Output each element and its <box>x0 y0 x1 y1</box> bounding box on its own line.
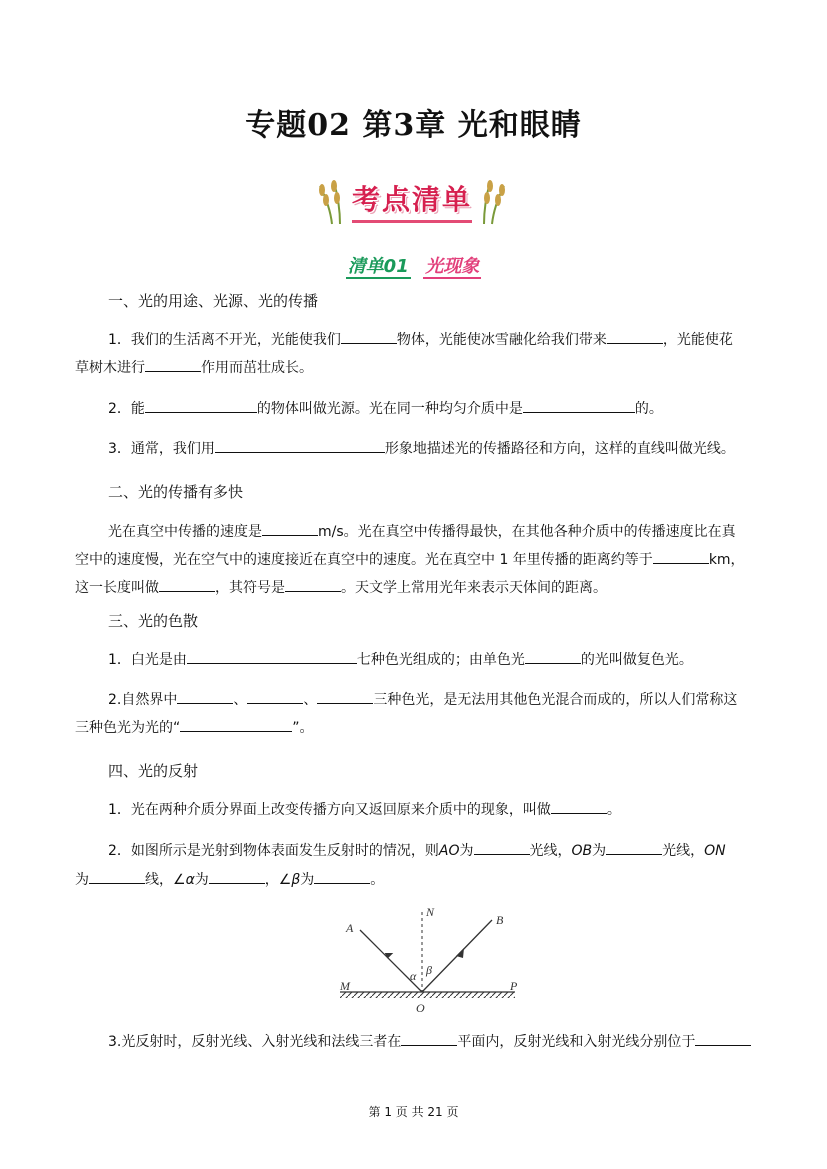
paragraph-2-1: 光在真空中传播的速度是 m/s。光在真空中传播得最快，在其他各种介质中的传播速度比在真 <box>108 518 736 546</box>
fill-blank[interactable] <box>89 869 145 884</box>
fill-blank[interactable] <box>314 869 370 884</box>
fill-blank[interactable] <box>177 689 233 704</box>
section-heading-1: 一、光的用途、光源、光的传播 <box>108 292 319 310</box>
fill-blank[interactable] <box>653 549 709 564</box>
label-M: M <box>340 979 350 993</box>
paragraph-4-2-cont: 为 线，∠α为 ，∠β为 。 <box>75 866 384 894</box>
label-beta: β <box>426 963 432 977</box>
fill-blank[interactable] <box>215 438 385 453</box>
paragraph-4-2: 2．如图所示是光射到物体表面发生反射时的情况，则AO为 光线，OB为 光线，ON <box>108 837 726 865</box>
paragraph-1-1-cont: 草树木进行 作用而茁壮成长。 <box>75 354 313 382</box>
fill-blank[interactable] <box>262 521 318 536</box>
mirror-hatching <box>340 992 515 998</box>
label-N: N <box>426 905 435 919</box>
paragraph-1-2: 2．能 的物体叫做光源。光在同一种均匀介质中是 的。 <box>108 395 663 423</box>
paragraph-4-3: 3.光反射时，反射光线、入射光线和法线三者在 平面内，反射光线和入射光线分别位于 <box>108 1028 751 1056</box>
banner-underline <box>352 220 472 223</box>
fill-blank[interactable] <box>695 1031 751 1046</box>
label-O: O <box>416 1001 425 1015</box>
reflection-diagram <box>330 900 530 1020</box>
paragraph-3-2: 2.自然界中 、 、 三种色光，是无法用其他色光混合而成的，所以人们常称这 <box>108 686 737 714</box>
banner-title: 考点清单 <box>351 183 472 216</box>
fill-blank[interactable] <box>401 1031 457 1046</box>
section-heading-3: 三、光的色散 <box>108 612 199 630</box>
fill-blank[interactable] <box>607 329 663 344</box>
fill-blank[interactable] <box>474 840 530 855</box>
subtitle-prefix: 清单01 <box>347 256 409 277</box>
paragraph-2-1-cont: 空中的速度慢，光在空气中的速度接近在真空中的速度。光在真空中 1 年里传播的距离约等于 km， <box>75 546 745 574</box>
fill-blank[interactable] <box>145 357 201 372</box>
key-points-banner <box>312 176 512 226</box>
fill-blank[interactable] <box>523 398 635 413</box>
section-subtitle <box>0 252 827 278</box>
label-B: B <box>496 913 504 927</box>
fill-blank[interactable] <box>525 649 581 664</box>
fill-blank[interactable] <box>285 577 341 592</box>
fill-blank[interactable] <box>187 649 357 664</box>
fill-blank[interactable] <box>159 577 215 592</box>
paragraph-3-1: 1．白光是由 七种色光组成的；由单色光 的光叫做复色光。 <box>108 646 693 674</box>
incident-arrow-icon <box>383 949 393 959</box>
fill-blank[interactable] <box>606 840 662 855</box>
label-A: A <box>346 921 354 935</box>
section-heading-4: 四、光的反射 <box>108 762 199 780</box>
paragraph-1-1: 1．我们的生活离不开光，光能使我们 物体，光能使冰雪融化给我们带来 ，光能使花 <box>108 326 733 354</box>
fill-blank[interactable] <box>209 869 265 884</box>
fill-blank[interactable] <box>341 329 397 344</box>
fill-blank[interactable] <box>551 799 607 814</box>
fill-blank[interactable] <box>247 689 303 704</box>
label-alpha: α <box>410 969 417 983</box>
page-footer: 第 1 页 共 21 页 <box>368 1105 459 1119</box>
paragraph-2-1-cont2: 这一长度叫做 ，其符号是 。天文学上常用光年来表示天体间的距离。 <box>75 574 607 602</box>
fill-blank[interactable] <box>145 398 257 413</box>
label-P: P <box>510 979 518 993</box>
fill-blank[interactable] <box>317 689 373 704</box>
paragraph-4-1: 1．光在两种介质分界面上改变传播方向又返回原来介质中的现象，叫做 。 <box>108 796 621 824</box>
paragraph-3-2-cont: 三种色光为光的“ ”。 <box>75 714 314 742</box>
page-title: 专题02 第3章 光和眼睛 <box>245 108 582 143</box>
fill-blank[interactable] <box>180 717 292 732</box>
subtitle-main: 光现象 <box>425 256 480 277</box>
section-heading-2: 二、光的传播有多快 <box>108 483 244 501</box>
paragraph-1-3: 3．通常，我们用 形象地描述光的传播路径和方向，这样的直线叫做光线。 <box>108 435 735 463</box>
